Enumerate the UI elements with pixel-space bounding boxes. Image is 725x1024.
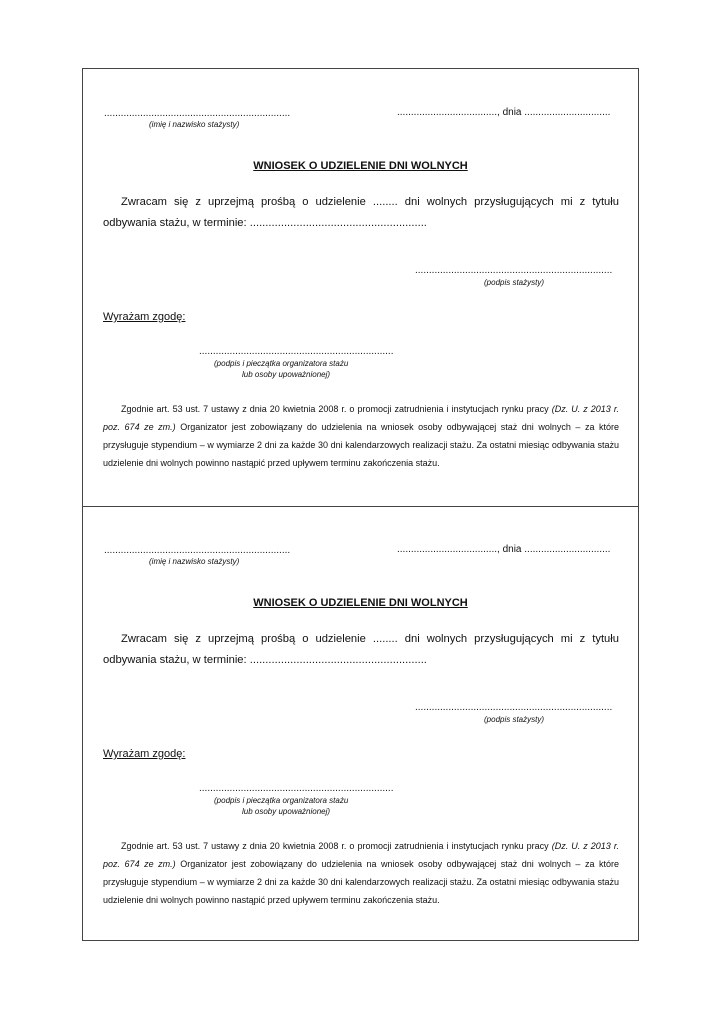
legal-notice [103, 400, 619, 472]
name-label: (imię i nazwisko stażysty) [149, 557, 240, 566]
legal-intro: Zgodnie art. 53 ust. 7 ustawy z dnia 20 kwietnia 2008 r. o promocji zatrudnienia i instytucjach rynku pracy [121, 841, 549, 851]
organizer-signature-label-1: (podpis i pieczątka organizatora stażu [214, 796, 349, 805]
legal-notice [103, 837, 619, 909]
place-date-line [397, 107, 610, 118]
organizer-signature-label-1: (podpis i pieczątka organizatora stażu [214, 359, 349, 368]
intern-signature-label: (podpis stażysty) [484, 715, 545, 724]
date-field[interactable]: ............................... [524, 107, 611, 118]
legal-citation: (Dz. U. z 2013 r. poz. 674 ze zm.) [103, 841, 619, 869]
intern-signature-label: (podpis stażysty) [484, 278, 545, 287]
place-date-line [397, 544, 610, 555]
date-word: , dnia [497, 107, 522, 118]
legal-rest: Organizator jest zobowiązany do udzielenia na wniosek osoby odbywającej staż dni wolnych – za które przysługuje stypendium – w wymiarze 2 dni za każde 30 dni kalendarzowych realizacji stażu. Za ostatni miesiąc odbywania stażu udzielenie dni wolnych powinno nastąpić przed upływem terminu zakończenia stażu. [103, 422, 619, 468]
date-field[interactable]: ............................... [524, 544, 611, 555]
request-text: Zwracam się z uprzejmą prośbą o udzielenie ........ dni wolnych przysługujących mi z tytułu odbywania stażu, w terminie: ......................................................... [103, 196, 619, 229]
form-title: WNIOSEK O UDZIELENIE DNI WOLNYCH [253, 160, 468, 172]
place-field[interactable]: .................................... [397, 107, 498, 118]
name-field[interactable]: ................................................................... [104, 545, 291, 556]
legal-rest: Organizator jest zobowiązany do udzielenia na wniosek osoby odbywającej staż dni wolnych – za które przysługuje stypendium – w wymiarze 2 dni za każde 30 dni kalendarzowych realizacji stażu. Za ostatni miesiąc odbywania stażu udzielenie dni wolnych powinno nastąpić przed upływem terminu zakończenia stażu. [103, 859, 619, 905]
form-title: WNIOSEK O UDZIELENIE DNI WOLNYCH [253, 597, 468, 609]
organizer-signature-field[interactable]: ...................................................................... [199, 346, 394, 357]
consent-label: Wyrażam zgodę: [103, 748, 186, 760]
organizer-signature-label-2: lub osoby upoważnionej) [242, 807, 331, 816]
organizer-signature-field[interactable]: ...................................................................... [199, 783, 394, 794]
legal-intro: Zgodnie art. 53 ust. 7 ustawy z dnia 20 kwietnia 2008 r. o promocji zatrudnienia i instytucjach rynku pracy [121, 404, 549, 414]
organizer-signature-label-2: lub osoby upoważnionej) [242, 370, 331, 379]
intern-signature-field[interactable]: ....................................................................... [415, 702, 613, 713]
place-field[interactable]: .................................... [397, 544, 498, 555]
name-label: (imię i nazwisko stażysty) [149, 120, 240, 129]
request-form-2 [82, 537, 639, 975]
intern-signature-field[interactable]: ....................................................................... [415, 265, 613, 276]
request-text: Zwracam się z uprzejmą prośbą o udzielenie ........ dni wolnych przysługujących mi z tytułu odbywania stażu, w terminie: ......................................................... [103, 633, 619, 666]
date-word: , dnia [497, 544, 522, 555]
name-field[interactable]: ................................................................... [104, 108, 291, 119]
legal-citation: (Dz. U. z 2013 r. poz. 674 ze zm.) [103, 404, 619, 432]
request-form-1 [82, 100, 639, 538]
consent-label: Wyrażam zgodę: [103, 311, 186, 323]
